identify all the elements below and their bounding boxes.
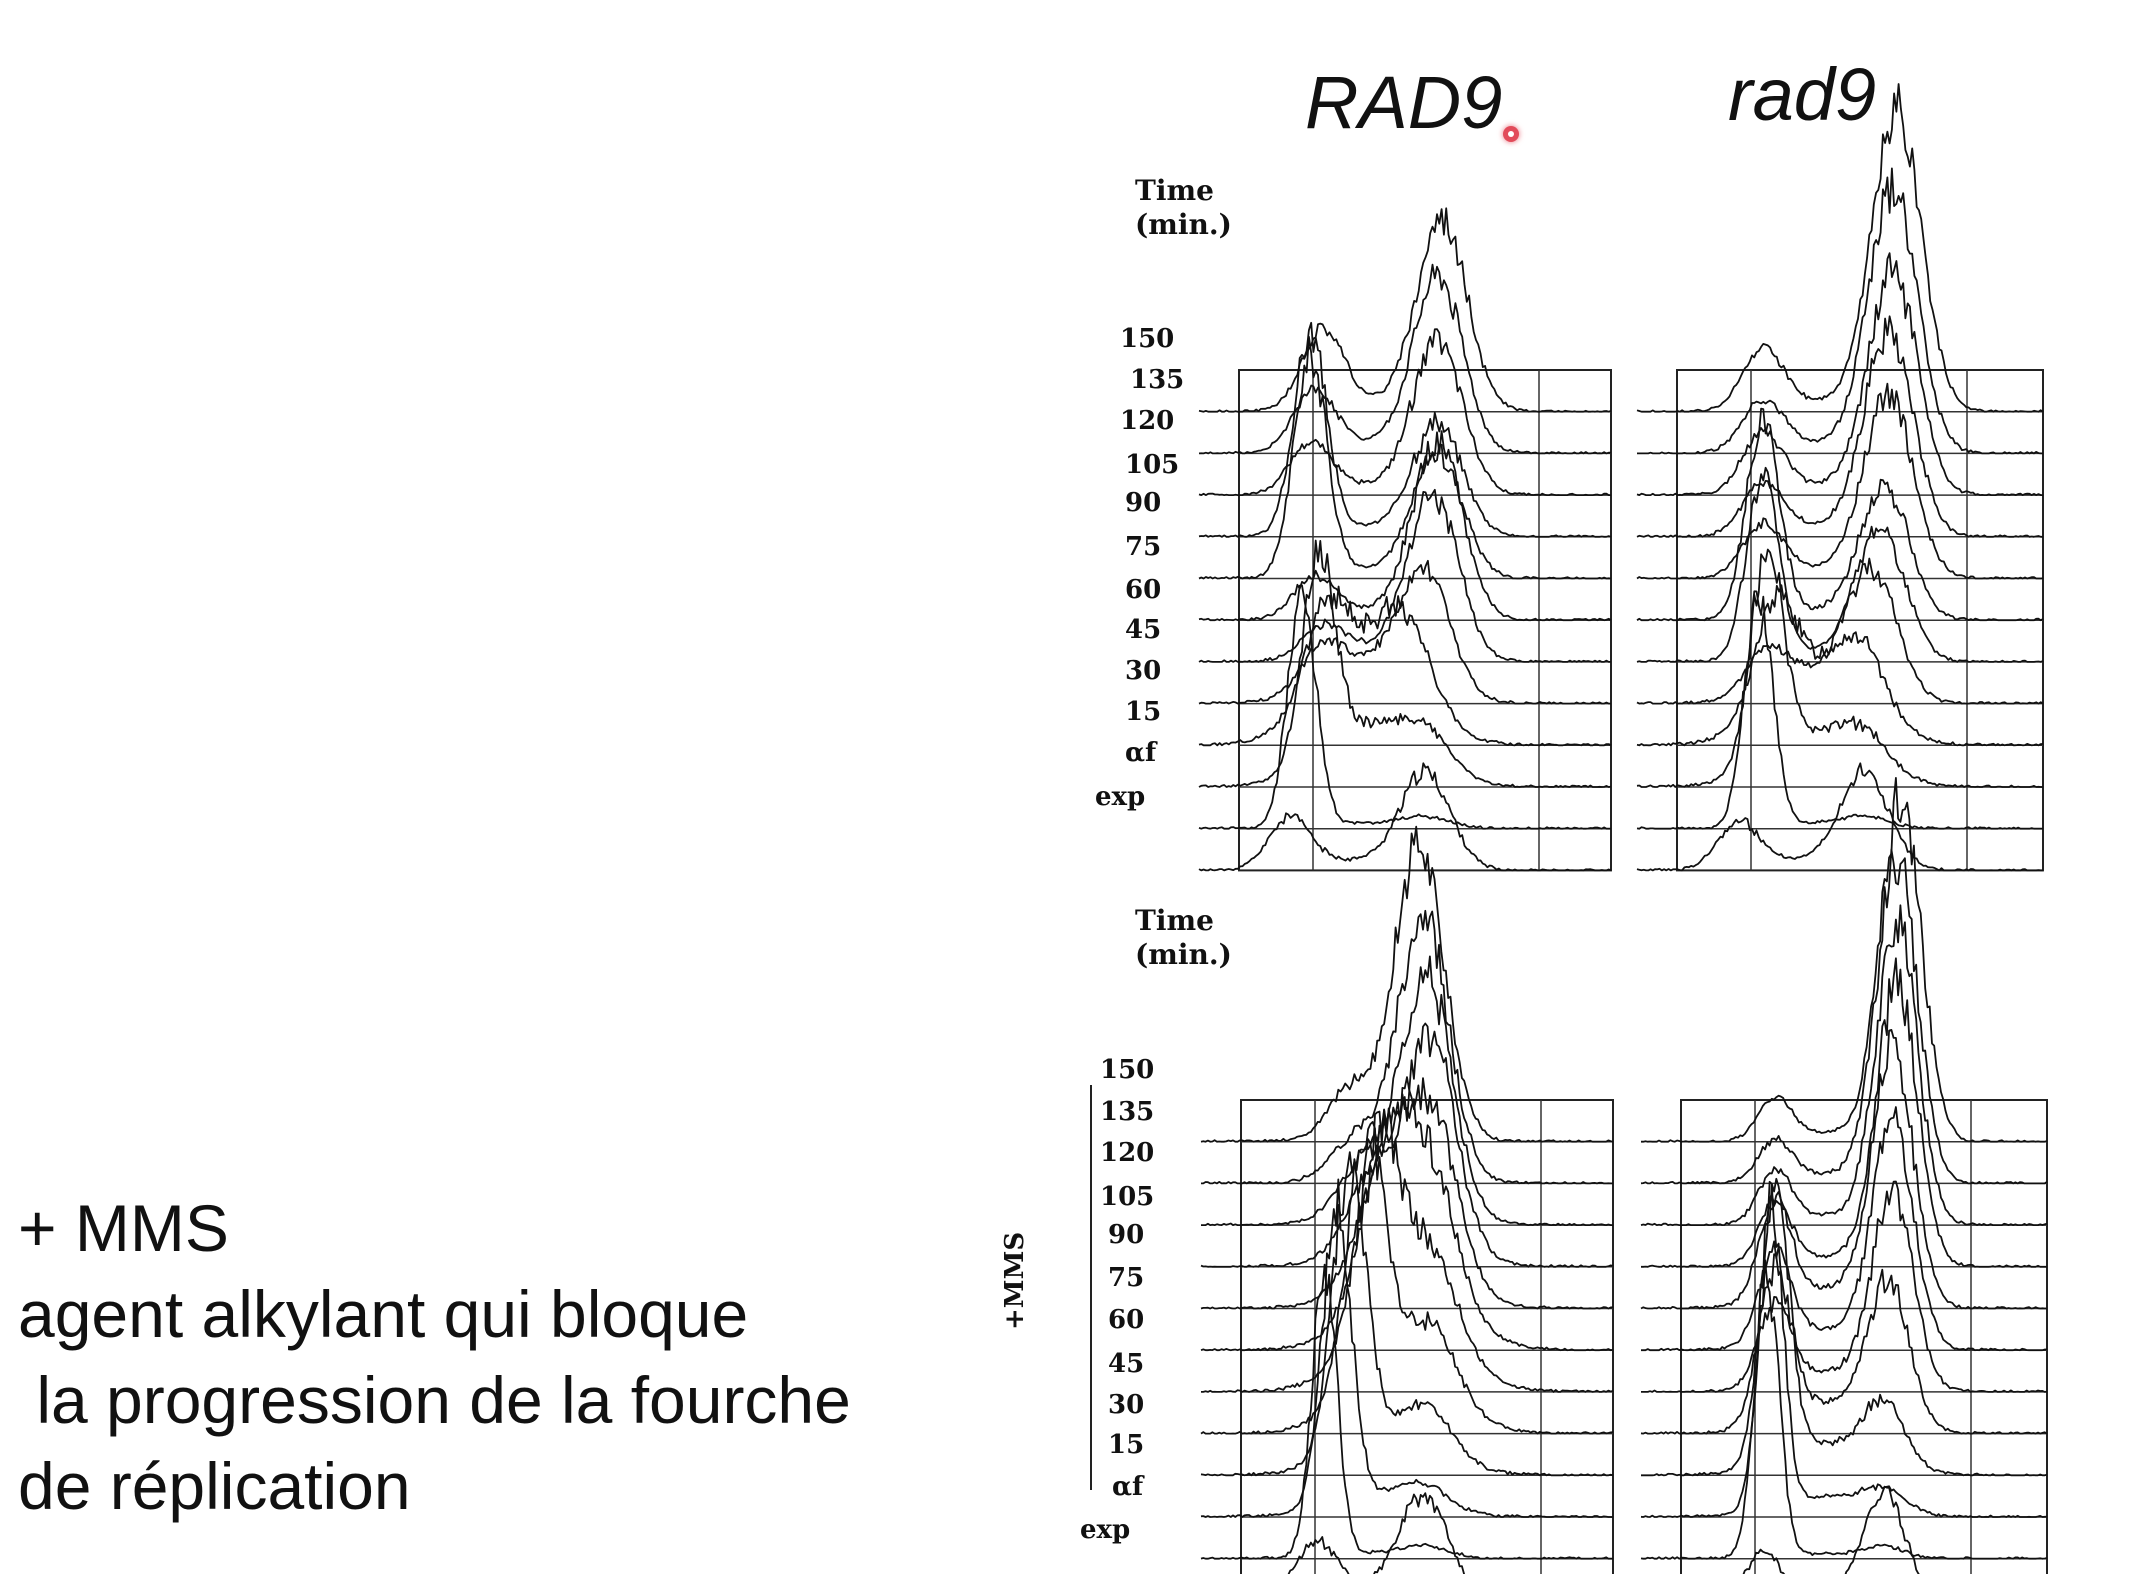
tick-bottom-1: 135 <box>1100 1097 1155 1127</box>
panel-br-trace-9 <box>1641 905 2047 1225</box>
panel-br-trace-6 <box>1641 1107 2047 1350</box>
caption-line-2: agent alkylant qui bloque <box>18 1277 749 1351</box>
panel-tr-trace-3 <box>1637 585 2043 745</box>
tick-bottom-11: exp <box>1080 1515 1131 1545</box>
time-label-top <box>1135 174 1232 242</box>
time-label-bottom <box>1135 904 1232 972</box>
panel-RAD9-mms <box>1237 920 1617 1560</box>
pointer-dot-icon <box>1503 126 1519 142</box>
panel-br-trace-5 <box>1641 1182 2047 1392</box>
panel-br-trace-1 <box>1641 1260 2047 1559</box>
tick-top-0: 150 <box>1120 324 1175 354</box>
panel-tr-trace-7 <box>1637 384 2043 579</box>
mms-bracket-line <box>1090 1085 1092 1490</box>
tick-top-1: 135 <box>1130 365 1185 395</box>
tick-top-4: 90 <box>1125 488 1162 518</box>
tick-bottom-2: 120 <box>1100 1138 1155 1168</box>
tick-top-8: 30 <box>1125 656 1162 686</box>
panel-bl-trace-6 <box>1201 1094 1613 1350</box>
tick-top-10: αf <box>1125 738 1157 768</box>
panel-tr-trace-1 <box>1637 591 2043 828</box>
panel-tr-trace-9 <box>1637 253 2043 495</box>
panel-bl-trace-4 <box>1201 1122 1613 1434</box>
panel-tr-trace-5 <box>1637 468 2043 662</box>
panel-tr-trace-0 <box>1637 763 2043 870</box>
panel-rad9-mms <box>1677 890 2057 1560</box>
time-label-top-line2: (min.) <box>1135 208 1232 241</box>
panel-bl-trace-11 <box>1201 827 1613 1142</box>
panel-tl-trace-5 <box>1199 490 1611 662</box>
tick-bottom-6: 60 <box>1108 1305 1145 1335</box>
panel-RAD9-untreated <box>1235 170 1615 830</box>
tick-bottom-4: 90 <box>1108 1220 1145 1250</box>
mms-vertical-label: +MMS <box>1000 1231 1030 1330</box>
tick-bottom-0: 150 <box>1100 1055 1155 1085</box>
panel-bl-trace-3 <box>1201 1152 1613 1475</box>
tick-bottom-9: 15 <box>1108 1430 1145 1460</box>
panel-tl-trace-3 <box>1199 587 1611 746</box>
tick-top-7: 45 <box>1125 615 1162 645</box>
panel-tr-trace-4 <box>1637 559 2043 704</box>
tick-bottom-10: αf <box>1112 1472 1144 1502</box>
tick-top-11: exp <box>1095 782 1146 812</box>
panel-rad9-untreated <box>1673 160 2053 830</box>
tick-top-9: 15 <box>1125 697 1162 727</box>
panel-tl-trace-0 <box>1199 763 1611 870</box>
panel-tl-trace-4 <box>1199 561 1611 704</box>
time-label-bottom-line2: (min.) <box>1135 938 1232 971</box>
panel-tr-trace-6 <box>1637 409 2043 621</box>
time-label-bottom-line1: Time <box>1135 904 1214 937</box>
panel-br-trace-8 <box>1641 958 2047 1267</box>
caption-line-3: la progression de la fourche <box>18 1363 851 1437</box>
panel-bl-trace-10 <box>1201 911 1613 1184</box>
panel-br-trace-4 <box>1641 1254 2047 1434</box>
panel-br-trace-0 <box>1641 1487 2047 1574</box>
tick-bottom-5: 75 <box>1108 1263 1145 1293</box>
panel-bl-trace-9 <box>1201 956 1613 1225</box>
tick-top-5: 75 <box>1125 532 1162 562</box>
tick-bottom-8: 30 <box>1108 1390 1145 1420</box>
panel-bl-trace-7 <box>1201 1078 1613 1308</box>
heading-rad9: rad9 <box>1728 53 1877 136</box>
panel-tr-trace-8 <box>1637 316 2043 537</box>
panel-br-trace-3 <box>1641 1179 2047 1476</box>
tick-bottom-3: 105 <box>1100 1182 1155 1212</box>
panel-br-trace-11 <box>1641 778 2047 1142</box>
caption-line-1: + MMS <box>18 1191 229 1265</box>
tick-top-2: 120 <box>1120 406 1175 436</box>
panel-tl-trace-6 <box>1199 431 1611 620</box>
panel-bl-trace-0 <box>1201 1493 1613 1574</box>
heading-RAD9: RAD9 <box>1305 61 1503 144</box>
panel-bl-trace-8 <box>1201 1024 1613 1267</box>
time-label-top-line1: Time <box>1135 174 1214 207</box>
tick-top-6: 60 <box>1125 575 1162 605</box>
tick-bottom-7: 45 <box>1108 1349 1145 1379</box>
panel-tl-trace-11 <box>1199 208 1611 411</box>
caption-line-4: de réplication <box>18 1449 411 1523</box>
panel-tl-trace-8 <box>1199 323 1611 537</box>
tick-top-3: 105 <box>1125 450 1180 480</box>
panel-br-trace-10 <box>1641 849 2047 1183</box>
caption-text <box>18 1185 851 1529</box>
